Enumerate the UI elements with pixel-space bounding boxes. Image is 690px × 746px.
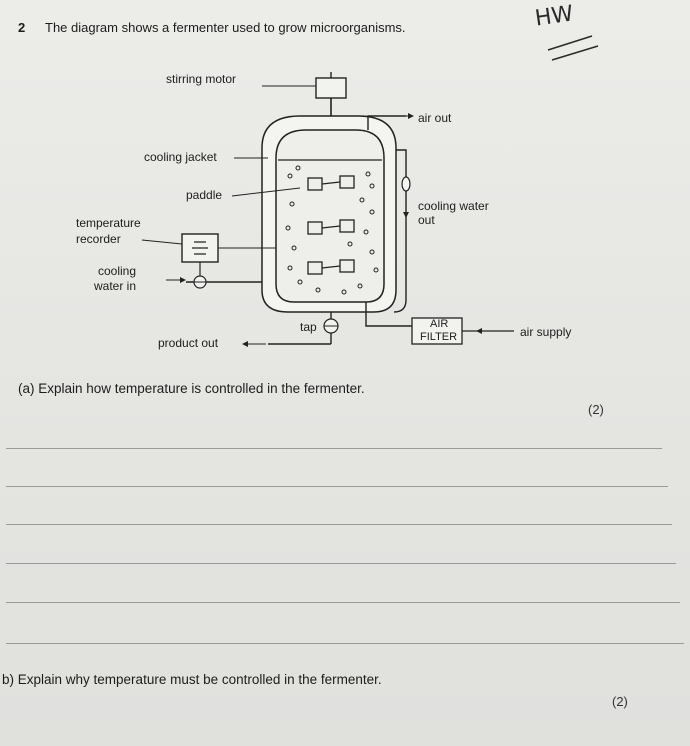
label-cooling-jacket: cooling jacket (144, 150, 217, 164)
handwritten-note: HW (533, 1, 575, 32)
answer-line[interactable] (6, 448, 662, 449)
label-cooling-water-out-1: cooling water (418, 199, 489, 213)
label-temperature-recorder-2: recorder (76, 232, 121, 246)
label-cooling-water-out-2: out (418, 213, 435, 227)
label-cooling-water-in-1: cooling (98, 264, 137, 278)
label-air-out: air out (418, 111, 452, 125)
stirring-motor-box (316, 78, 346, 98)
answer-line[interactable] (6, 643, 684, 644)
label-air-supply: air supply (520, 325, 572, 339)
label-temperature-recorder-1: temperature (76, 216, 141, 230)
question-intro: The diagram shows a fermenter used to grow microorganisms. (45, 20, 406, 35)
fermenter-vessel (276, 130, 384, 302)
label-paddle: paddle (186, 188, 223, 202)
handwritten-scribble (548, 36, 598, 60)
label-product-out: product out (158, 336, 219, 350)
part-a-marks: (2) (588, 402, 604, 417)
label-air-filter-2: FILTER (420, 331, 458, 343)
label-tap: tap (300, 320, 317, 334)
part-b-marks: (2) (612, 694, 628, 709)
label-stirring-motor: stirring motor (166, 72, 237, 86)
answer-line[interactable] (6, 602, 680, 603)
label-cooling-water-in-2: water in (94, 279, 137, 293)
answer-line[interactable] (6, 524, 672, 525)
part-a-question: (a) Explain how temperature is controlled in the fermenter. (18, 381, 365, 396)
part-b-question: b) Explain why temperature must be controlled in the fermenter. (2, 672, 382, 687)
answer-line[interactable] (6, 563, 676, 564)
answer-line[interactable] (6, 486, 668, 487)
question-number: 2 (18, 20, 26, 35)
label-air-filter-1: AIR (430, 318, 449, 330)
